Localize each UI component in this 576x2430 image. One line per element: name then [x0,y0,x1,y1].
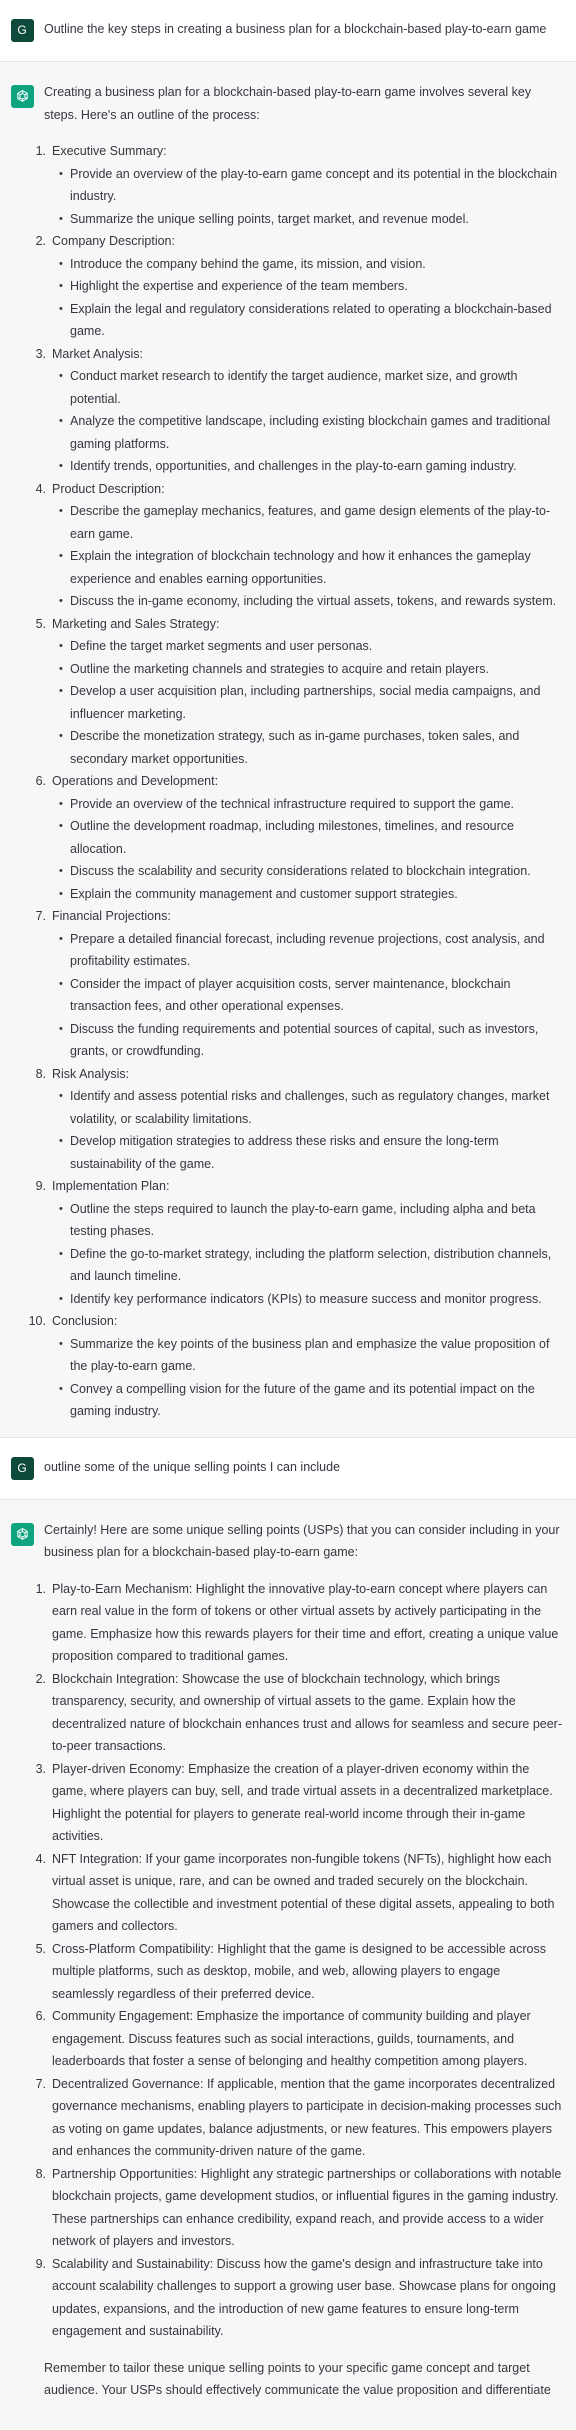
list-item: • Define the target market segments and user personas. [52,635,564,658]
step-number: 1. [35,144,46,158]
usp-number: 1. [35,1581,46,1596]
list-item: • Develop mitigation strategies to address these risks and ensure the long-term sustainability of the game. [52,1130,564,1175]
user-message-text: Outline the key steps in creating a business plan for a blockchain-based play-to-earn game [44,22,547,36]
usp-text: Cross-Platform Compatibility: Highlight that the game is designed to be accessible across multiple platforms, such as desktop, mobile, and web, allowing players to engage seamlessly regardless of their preferred device. [52,1941,546,2001]
step-item [35,770,564,905]
step-number: 2. [35,234,46,248]
usp-item [35,1938,564,2006]
usp-text: Scalability and Sustainability: Discuss how the game's design and infrastructure take into account scalability challenges to support a growing user base. Showcase plans for ongoing updates, expansions, and the introduction of new game features to ensure long-term engagement and sustainability. [52,2256,556,2338]
usp-number: 5. [35,1941,46,1956]
step-item [35,230,564,343]
list-item: • Outline the development roadmap, including milestones, timelines, and resource allocation. [52,815,564,860]
step-number: 5. [35,616,46,631]
assistant-message [0,62,576,1438]
message-content [28,81,564,1423]
step-number: 3. [35,346,46,361]
step-title: Market Analysis: [52,346,144,361]
step-item [35,478,564,613]
list-item: • Provide an overview of the technical infrastructure required to support the game. [52,793,564,816]
list-item: • Convey a compelling vision for the future of the game and its potential impact on the gaming industry. [52,1378,564,1423]
usp-text: Blockchain Integration: Showcase the use of blockchain technology, which brings transparency, security, and ownership of virtual assets to the game. Explain how the decentralized nature of blockchain enhances trust and allows for seamless and secure peer-to-peer transactions. [52,1671,563,1753]
assistant-intro: Creating a business plan for a blockchain-based play-to-earn game involves several key steps. Here's an outline of the process: [44,85,532,122]
list-item: • Prepare a detailed financial forecast, including revenue projections, cost analysis, and profitability estimates. [52,928,564,973]
message-content [44,15,564,42]
user-message-text: outline some of the unique selling points I can include [44,1459,341,1474]
list-item: • Introduce the company behind the game, its mission, and vision. [52,253,564,276]
list-item: • Summarize the unique selling points, target market, and revenue model. [52,208,564,231]
usp-text: Community Engagement: Emphasize the importance of community building and player engagement. Discuss features such as social interactions, guilds, tournaments, and leaderboards that foster a sense of belonging and healthy competition among players. [52,2009,531,2068]
step-title: Marketing and Sales Strategy: [52,616,220,631]
list-item: • Analyze the competitive landscape, including existing blockchain games and traditional gaming platforms. [52,410,564,455]
step-title: Executive Summary: [52,144,167,158]
step-sublist [52,1333,564,1423]
list-item: • Outline the steps required to launch the play-to-earn game, including alpha and beta testing phases. [52,1198,564,1243]
step-sublist [52,635,564,770]
usp-number: 8. [35,2166,46,2181]
list-item: • Discuss the funding requirements and potential sources of capital, such as investors, grants, or crowdfunding. [52,1018,564,1063]
list-item: • Describe the monetization strategy, such as in-game purchases, token sales, and secondary market opportunities. [52,725,564,770]
step-sublist [52,1085,564,1175]
step-item [35,140,564,230]
usp-number: 7. [35,2076,46,2091]
usp-number: 6. [35,2009,46,2023]
step-number: 7. [35,909,46,923]
step-title: Implementation Plan: [52,1179,170,1193]
step-item [35,1175,564,1310]
message-content [35,1519,564,2416]
step-number: 9. [35,1179,46,1193]
step-item [35,905,564,1063]
list-item: • Consider the impact of player acquisition costs, server maintenance, blockchain transaction fees, and other operational expenses. [52,973,564,1018]
usp-number: 4. [35,1851,46,1866]
step-title: Operations and Development: [52,774,219,788]
step-number: 10. [28,1314,46,1328]
step-item [35,613,564,771]
list-item: • Describe the gameplay mechanics, features, and game design elements of the play-to-earn game. [52,500,564,545]
list-item: • Identify trends, opportunities, and challenges in the play-to-earn gaming industry. [52,455,564,478]
step-sublist [52,1198,564,1311]
assistant-message [0,1500,576,2430]
list-item: • Discuss the in-game economy, including the virtual assets, tokens, and rewards system. [52,590,564,613]
user-message [0,1438,576,1500]
list-item: • Explain the integration of blockchain technology and how it enhances the gameplay experience and enables earning opportunities. [52,545,564,590]
list-item: • Explain the legal and regulatory considerations related to operating a blockchain-based game. [52,298,564,343]
usp-item [35,1848,564,1938]
list-item: • Develop a user acquisition plan, including partnerships, social media campaigns, and influencer marketing. [52,680,564,725]
list-item: • Define the go-to-market strategy, including the platform selection, distribution channels, and launch timeline. [52,1243,564,1288]
usp-item [35,1578,564,1668]
usp-item [35,2005,564,2073]
step-title: Risk Analysis: [52,1066,130,1081]
usp-text: Play-to-Earn Mechanism: Highlight the innovative play-to-earn concept where players can earn real value in the form of tokens or other virtual assets by actively participating in the game. Emphasize how this rewards players for their time and effort, creating a unique value proposition compared to traditional games. [52,1581,559,1663]
list-item: • Conduct market research to identify the target audience, market size, and growth potential. [52,365,564,410]
assistant-closing: Remember to tailor these unique selling points to your specific game concept and target audience. Your USPs should effectively communicate the value proposition and differentiate [44,2360,551,2397]
list-item: • Discuss the scalability and security considerations related to blockchain integration. [52,860,564,883]
user-avatar: G [11,1457,34,1480]
usp-item [35,2253,564,2343]
usp-text: Player-driven Economy: Emphasize the creation of a player-driven economy within the game, where players can buy, sell, and trade virtual assets in a decentralized marketplace. Highlight the potential for players to generate real-world income through their in-game activities. [52,1761,553,1843]
usp-number: 9. [35,2256,46,2271]
usp-text: NFT Integration: If your game incorporates non-fungible tokens (NFTs), highlight how each virtual asset is unique, rare, and can be owned and traded securely on the blockchain. Showcase the collectible and investment potential of these digital assets, appealing to both gamers and collectors. [52,1851,555,1933]
list-item: • Identify and assess potential risks and challenges, such as regulatory changes, market volatility, or scalability limitations. [52,1085,564,1130]
list-item: • Identify key performance indicators (KPIs) to measure success and monitor progress. [52,1288,564,1311]
usp-number: 3. [35,1761,46,1776]
user-message [0,0,576,62]
usp-text: Partnership Opportunities: Highlight any strategic partnerships or collaborations with notable blockchain projects, game development studios, or influential figures in the gaming industry. These partnerships can enhance credibility, expand reach, and provide access to a wider network of players and investors. [52,2166,562,2248]
step-sublist [52,163,564,231]
usp-text: Decentralized Governance: If applicable, mention that the game incorporates decentralized governance mechanisms, enabling players to participate in decision-making processes such as voting on game updates, balance adjustments, or new features. This empowers players and enhances the community-driven nature of the game. [52,2076,562,2158]
step-item [35,343,564,478]
step-sublist [52,793,564,906]
list-item: • Explain the community management and customer support strategies. [52,883,564,906]
user-avatar: G [11,19,34,42]
assistant-intro: Certainly! Here are some unique selling points (USPs) that you can consider including in your business plan for a blockchain-based play-to-earn game: [44,1522,560,1559]
step-sublist [52,253,564,343]
step-number: 6. [35,774,46,788]
list-item: • Highlight the expertise and experience of the team members. [52,275,564,298]
step-title: Product Description: [52,481,165,496]
step-item [28,1310,564,1423]
step-title: Conclusion: [52,1314,118,1328]
usp-number: 2. [35,1671,46,1686]
step-number: 8. [35,1066,46,1081]
step-number: 4. [35,481,46,496]
usp-list [35,1578,564,2343]
openai-logo-icon [11,85,34,108]
usp-item [35,1758,564,1848]
step-title: Financial Projections: [52,909,171,923]
list-item: • Summarize the key points of the business plan and emphasize the value proposition of the play-to-earn game. [52,1333,564,1378]
list-item: • Outline the marketing channels and strategies to acquire and retain players. [52,658,564,681]
list-item: • Provide an overview of the play-to-earn game concept and its potential in the blockchain industry. [52,163,564,208]
business-plan-steps [28,140,564,1423]
step-title: Company Description: [52,234,175,248]
usp-item [35,2073,564,2163]
step-sublist [52,500,564,613]
message-content [44,1453,564,1480]
usp-item [35,1668,564,1758]
openai-logo-icon [11,1523,34,1546]
step-sublist [52,928,564,1063]
step-sublist [52,365,564,478]
step-item [35,1063,564,1176]
usp-item [35,2163,564,2253]
